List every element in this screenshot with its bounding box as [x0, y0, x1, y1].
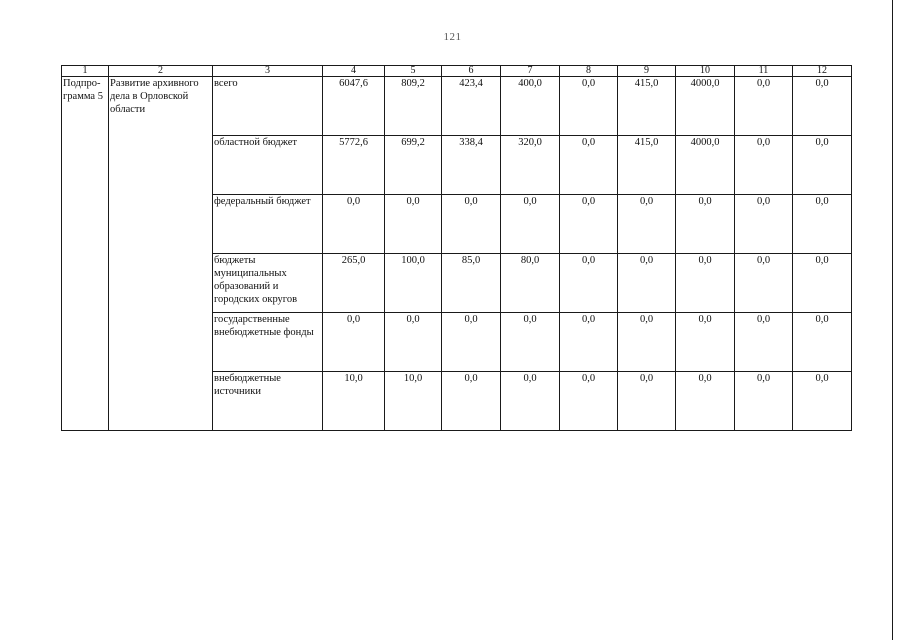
column-header: 11 [735, 66, 793, 77]
value-cell: 0,0 [735, 195, 793, 254]
value-cell: 4000,0 [676, 136, 735, 195]
value-cell: 0,0 [618, 372, 676, 431]
funding-source: федеральный бюджет [213, 195, 323, 254]
value-cell: 0,0 [676, 254, 735, 313]
value-cell: 0,0 [323, 313, 385, 372]
value-cell: 0,0 [676, 313, 735, 372]
value-cell: 0,0 [385, 195, 442, 254]
value-cell: 100,0 [385, 254, 442, 313]
value-cell: 0,0 [560, 372, 618, 431]
value-cell: 809,2 [385, 77, 442, 136]
value-cell: 415,0 [618, 77, 676, 136]
value-cell: 0,0 [560, 136, 618, 195]
value-cell: 0,0 [793, 372, 852, 431]
page-edge-line [892, 0, 893, 640]
value-cell: 0,0 [676, 372, 735, 431]
funding-source: областной бюджет [213, 136, 323, 195]
value-cell: 0,0 [385, 313, 442, 372]
column-header: 4 [323, 66, 385, 77]
value-cell: 0,0 [501, 372, 560, 431]
value-cell: 0,0 [560, 195, 618, 254]
value-cell: 699,2 [385, 136, 442, 195]
value-cell: 423,4 [442, 77, 501, 136]
value-cell: 0,0 [793, 313, 852, 372]
value-cell: 6047,6 [323, 77, 385, 136]
value-cell: 0,0 [735, 313, 793, 372]
column-header: 3 [213, 66, 323, 77]
value-cell: 0,0 [323, 195, 385, 254]
budget-table [61, 65, 852, 431]
value-cell: 0,0 [442, 195, 501, 254]
table-row [62, 77, 852, 136]
value-cell: 0,0 [676, 195, 735, 254]
value-cell: 4000,0 [676, 77, 735, 136]
funding-source: внебюджетные источники [213, 372, 323, 431]
page-number: 121 [443, 31, 462, 43]
header-row [62, 66, 852, 77]
funding-source: бюджеты муниципальных образований и городских округов [213, 254, 323, 313]
value-cell: 0,0 [560, 77, 618, 136]
value-cell: 415,0 [618, 136, 676, 195]
value-cell: 0,0 [618, 254, 676, 313]
value-cell: 0,0 [618, 195, 676, 254]
value-cell: 0,0 [793, 195, 852, 254]
value-cell: 0,0 [442, 313, 501, 372]
value-cell: 10,0 [385, 372, 442, 431]
value-cell: 0,0 [793, 254, 852, 313]
program-name: Развитие архивного дела в Орловской области [109, 77, 213, 431]
funding-source: государственные внебюджетные фонды [213, 313, 323, 372]
value-cell: 338,4 [442, 136, 501, 195]
column-header: 6 [442, 66, 501, 77]
value-cell: 265,0 [323, 254, 385, 313]
column-header: 2 [109, 66, 213, 77]
value-cell: 0,0 [793, 136, 852, 195]
value-cell: 0,0 [501, 313, 560, 372]
value-cell: 0,0 [442, 372, 501, 431]
column-header: 5 [385, 66, 442, 77]
program-id: Подпро-грамма 5 [62, 77, 109, 431]
value-cell: 0,0 [560, 313, 618, 372]
value-cell: 320,0 [501, 136, 560, 195]
value-cell: 0,0 [735, 136, 793, 195]
funding-source: всего [213, 77, 323, 136]
value-cell: 10,0 [323, 372, 385, 431]
value-cell: 400,0 [501, 77, 560, 136]
value-cell: 80,0 [501, 254, 560, 313]
column-header: 1 [62, 66, 109, 77]
column-header: 9 [618, 66, 676, 77]
value-cell: 0,0 [735, 77, 793, 136]
value-cell: 0,0 [618, 313, 676, 372]
column-header: 7 [501, 66, 560, 77]
value-cell: 0,0 [560, 254, 618, 313]
value-cell: 5772,6 [323, 136, 385, 195]
value-cell: 0,0 [735, 372, 793, 431]
column-header: 10 [676, 66, 735, 77]
value-cell: 0,0 [793, 77, 852, 136]
value-cell: 0,0 [735, 254, 793, 313]
column-header: 8 [560, 66, 618, 77]
value-cell: 85,0 [442, 254, 501, 313]
column-header: 12 [793, 66, 852, 77]
value-cell: 0,0 [501, 195, 560, 254]
